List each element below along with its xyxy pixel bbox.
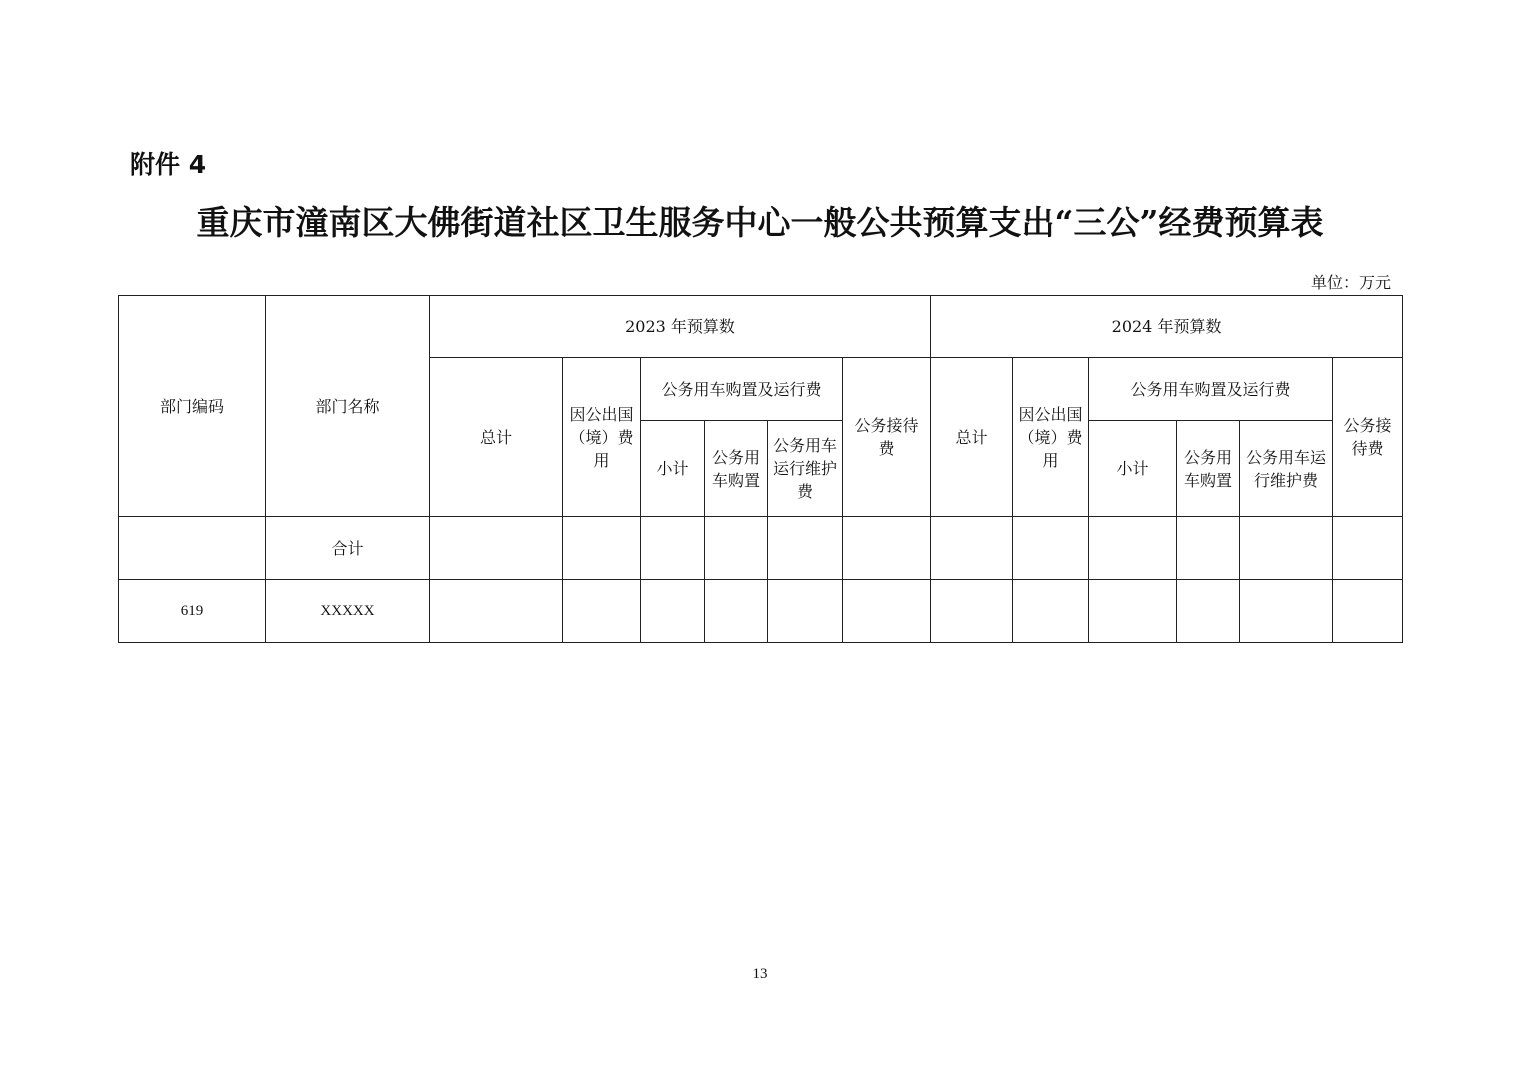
header-vehicle-group-2024: 公务用车购置及运行费 <box>1089 358 1333 421</box>
header-dept-name: 部门名称 <box>266 296 430 517</box>
header-total-2023: 总计 <box>430 358 563 517</box>
cell <box>430 517 563 580</box>
cell <box>843 580 931 643</box>
cell <box>931 580 1013 643</box>
cell <box>1089 580 1177 643</box>
table-row <box>119 517 1403 580</box>
cell <box>563 517 641 580</box>
header-vehicle-purchase-2024: 公务用车购置 <box>1177 421 1240 517</box>
cell <box>641 580 705 643</box>
cell <box>1013 517 1089 580</box>
cell <box>931 517 1013 580</box>
header-year-2023: 2023 年预算数 <box>430 296 931 358</box>
cell <box>563 580 641 643</box>
table-row <box>119 580 1403 643</box>
cell <box>768 517 843 580</box>
header-abroad-2023: 因公出国（境）费用 <box>563 358 641 517</box>
header-dept-code: 部门编码 <box>119 296 266 517</box>
cell <box>1177 580 1240 643</box>
header-reception-2024: 公务接待费 <box>1333 358 1403 517</box>
row-dept-name: 合计 <box>266 517 430 580</box>
cell <box>430 580 563 643</box>
cell <box>641 517 705 580</box>
header-subtotal-2024: 小计 <box>1089 421 1177 517</box>
cell <box>705 517 768 580</box>
cell <box>768 580 843 643</box>
row-dept-code: 619 <box>119 580 266 643</box>
cell <box>1240 580 1333 643</box>
header-vehicle-maintenance-2024: 公务用车运行维护费 <box>1240 421 1333 517</box>
header-reception-2023: 公务接待费 <box>843 358 931 517</box>
cell <box>1177 517 1240 580</box>
unit-label: 单位：万元 <box>1310 273 1391 292</box>
cell <box>1333 517 1403 580</box>
header-vehicle-maintenance-2023: 公务用车运行维护费 <box>768 421 843 517</box>
attachment-label: 附件 4 <box>130 150 207 179</box>
header-vehicle-purchase-2023: 公务用车购置 <box>705 421 768 517</box>
cell <box>1333 580 1403 643</box>
header-abroad-2024: 因公出国（境）费用 <box>1013 358 1089 517</box>
header-year-2024: 2024 年预算数 <box>931 296 1403 358</box>
budget-table <box>118 295 1403 643</box>
cell <box>1013 580 1089 643</box>
row-dept-name: XXXXX <box>266 580 430 643</box>
page-number: 13 <box>752 966 768 982</box>
header-subtotal-2023: 小计 <box>641 421 705 517</box>
cell <box>1089 517 1177 580</box>
row-dept-code <box>119 517 266 580</box>
cell <box>1240 517 1333 580</box>
cell <box>705 580 768 643</box>
header-total-2024: 总计 <box>931 358 1013 517</box>
cell <box>843 517 931 580</box>
header-vehicle-group-2023: 公务用车购置及运行费 <box>641 358 843 421</box>
document-title: 重庆市潼南区大佛街道社区卫生服务中心一般公共预算支出“三公”经费预算表 <box>196 203 1324 242</box>
